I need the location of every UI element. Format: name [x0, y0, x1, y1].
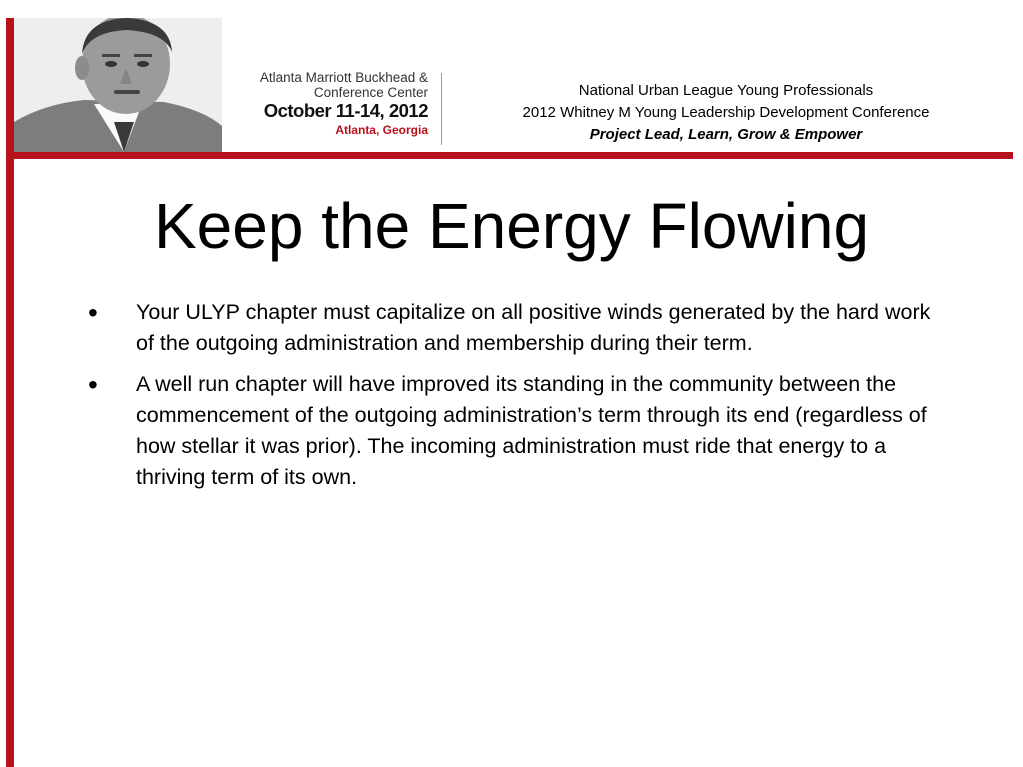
portrait-illustration [14, 18, 222, 152]
bullet-item [84, 369, 934, 493]
conference-name: 2012 Whitney M Young Leadership Development Conference [522, 104, 930, 121]
conference-tagline: Project Lead, Learn, Grow & Empower [589, 126, 863, 143]
event-dates: October 11-14, 2012 [263, 100, 428, 121]
conference-info [466, 80, 986, 146]
left-accent-bar [6, 18, 14, 767]
event-city: Atlanta, Georgia [335, 123, 428, 137]
conference-org: National Urban League Young Professionals [578, 82, 874, 99]
founder-portrait [14, 18, 222, 152]
header-divider-rule [14, 152, 1013, 159]
bullet-list [84, 297, 934, 503]
bullet-item [84, 297, 934, 359]
venue-center: Conference Center [313, 85, 428, 100]
bullet-text: A well run chapter will have improved its standing in the community between the commencement of the outgoing administration’s term through its end (regardless of how stellar it was prior). The incoming administration must ride that energy to a thriving term of its own. [136, 372, 927, 489]
slide-title: Keep the Energy Flowing [153, 190, 870, 262]
venue-block [200, 70, 428, 138]
venue-hotel: Atlanta Marriott Buckhead & [259, 70, 428, 85]
bullet-dot-icon: • [88, 297, 98, 328]
header-vertical-divider [441, 73, 442, 145]
bullet-dot-icon: • [88, 369, 98, 400]
bullet-text: Your ULYP chapter must capitalize on all positive winds generated by the hard work of the outgoing administration and membership during their term. [136, 300, 931, 355]
